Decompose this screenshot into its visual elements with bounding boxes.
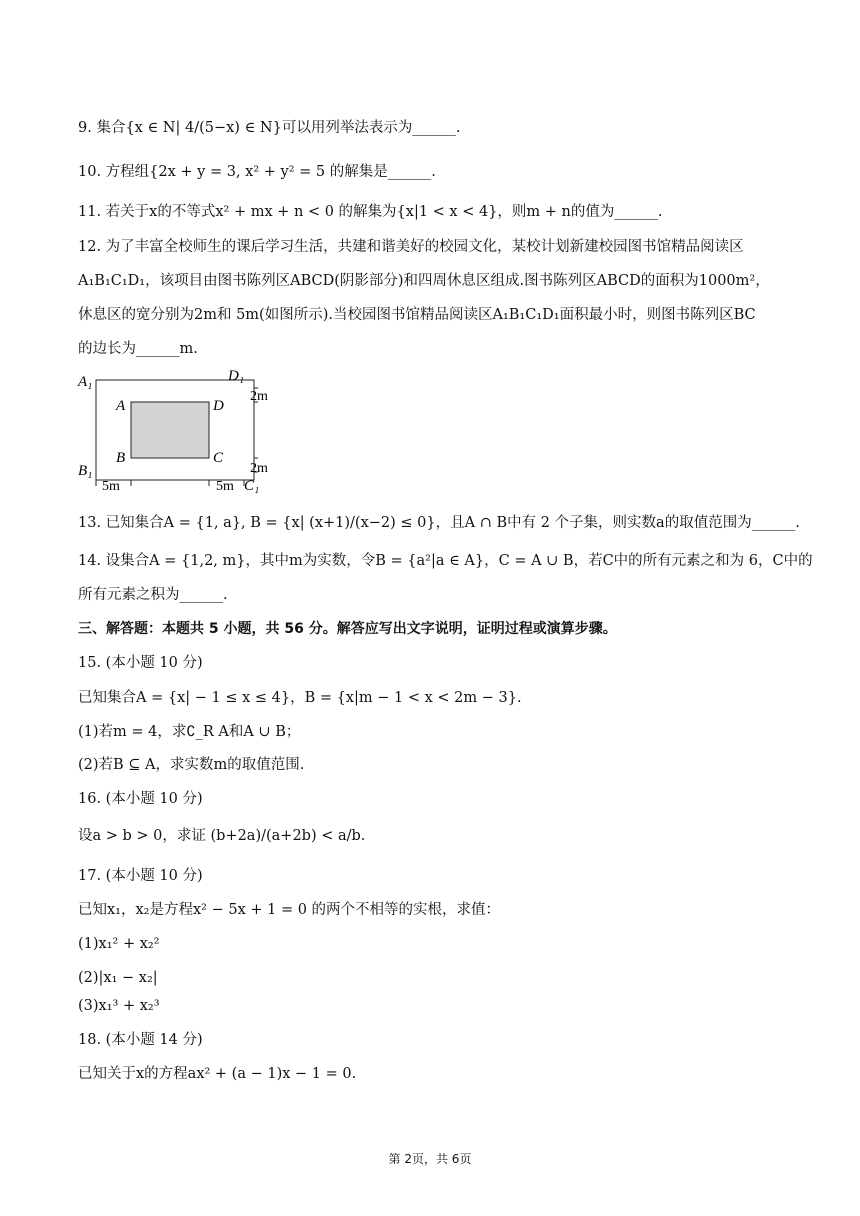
- problem-17-part-1: (1)x₁² + x₂²: [78, 936, 160, 952]
- problem-15-stem: 已知集合A = {x| − 1 ≤ x ≤ 4}，B = {x|m − 1 < x < 2m − 3}.: [78, 690, 522, 706]
- problem-18-header: 18. (本小题 14 分): [78, 1032, 203, 1048]
- problem-9: 9. 集合{x ∈ N| 4/(5−x) ∈ N}可以用列举法表示为______.: [78, 120, 461, 136]
- problem-11: 11. 若关于x的不等式x² + mx + n < 0 的解集为{x|1 < x < 4}，则m + n的值为______.: [78, 204, 663, 220]
- label-bottom-width: 2m: [250, 461, 268, 476]
- label-left-width: 5m: [102, 479, 120, 494]
- problem-17-part-3: (3)x₁³ + x₂³: [78, 998, 160, 1014]
- label-C: C: [213, 450, 224, 466]
- problem-15-header: 15. (本小题 10 分): [78, 655, 203, 671]
- problem-18-stem: 已知关于x的方程ax² + (a − 1)x − 1 = 0.: [78, 1066, 357, 1082]
- label-right-width: 5m: [216, 479, 234, 494]
- problem-12-line-4: 的边长为______m.: [78, 341, 198, 357]
- reading-area-figure: [76, 366, 286, 498]
- label-C1: C₁: [244, 478, 260, 494]
- book-display-area: [131, 402, 209, 458]
- problem-17-header: 17. (本小题 10 分): [78, 868, 203, 884]
- problem-10: 10. 方程组{2x + y = 3, x² + y² = 5 的解集是______.: [78, 164, 436, 180]
- problem-14-line-1: 14. 设集合A = {1,2, m}，其中m为实数，令B = {a²|a ∈ A}，C = A ∪ B，若C中的所有元素之和为 6，C中的: [78, 553, 813, 569]
- page-footer: 第 2页，共 6页: [388, 1152, 472, 1166]
- problem-14-line-2: 所有元素之积为______.: [78, 587, 228, 603]
- label-A1: A₁: [78, 374, 93, 390]
- problem-12-line-1: 12. 为了丰富全校师生的课后学习生活，共建和谐美好的校园文化，某校计划新建校园图书馆精品阅读区: [78, 239, 744, 255]
- label-B: B: [116, 450, 126, 466]
- problem-17-part-2: (2)|x₁ − x₂|: [78, 970, 158, 986]
- label-A: A: [116, 398, 126, 414]
- problem-15-part-1: (1)若m = 4，求∁_R A和A ∪ B；: [78, 724, 301, 740]
- section-heading: 三、解答题：本题共 5 小题，共 56 分。解答应写出文字说明，证明过程或演算步骤。: [78, 621, 617, 637]
- problem-16-header: 16. (本小题 10 分): [78, 791, 203, 807]
- label-D1: D₁: [228, 368, 245, 384]
- problem-12-line-2: A₁B₁C₁D₁，该项目由图书陈列区ABCD(阴影部分)和四周休息区组成.图书陈列区ABCD的面积为1000m²，: [78, 273, 770, 289]
- problem-13: 13. 已知集合A = {1, a}, B = {x| (x+1)/(x−2) ≤ 0}，且A ∩ B中有 2 个子集，则实数a的取值范围为______.: [78, 515, 800, 531]
- label-top-width: 2m: [250, 389, 268, 404]
- label-B1: B₁: [78, 463, 93, 479]
- problem-12-line-3: 休息区的宽分别为2m和 5m(如图所示).当校园图书馆精品阅读区A₁B₁C₁D₁面积最小时，则图书陈列区BC: [78, 307, 756, 323]
- label-D: D: [213, 398, 224, 414]
- problem-16-stem: 设a > b > 0，求证 (b+2a)/(a+2b) < a/b.: [78, 828, 366, 844]
- problem-17-stem: 已知x₁，x₂是方程x² − 5x + 1 = 0 的两个不相等的实根，求值：: [78, 902, 501, 918]
- problem-15-part-2: (2)若B ⊆ A，求实数m的取值范围.: [78, 757, 305, 773]
